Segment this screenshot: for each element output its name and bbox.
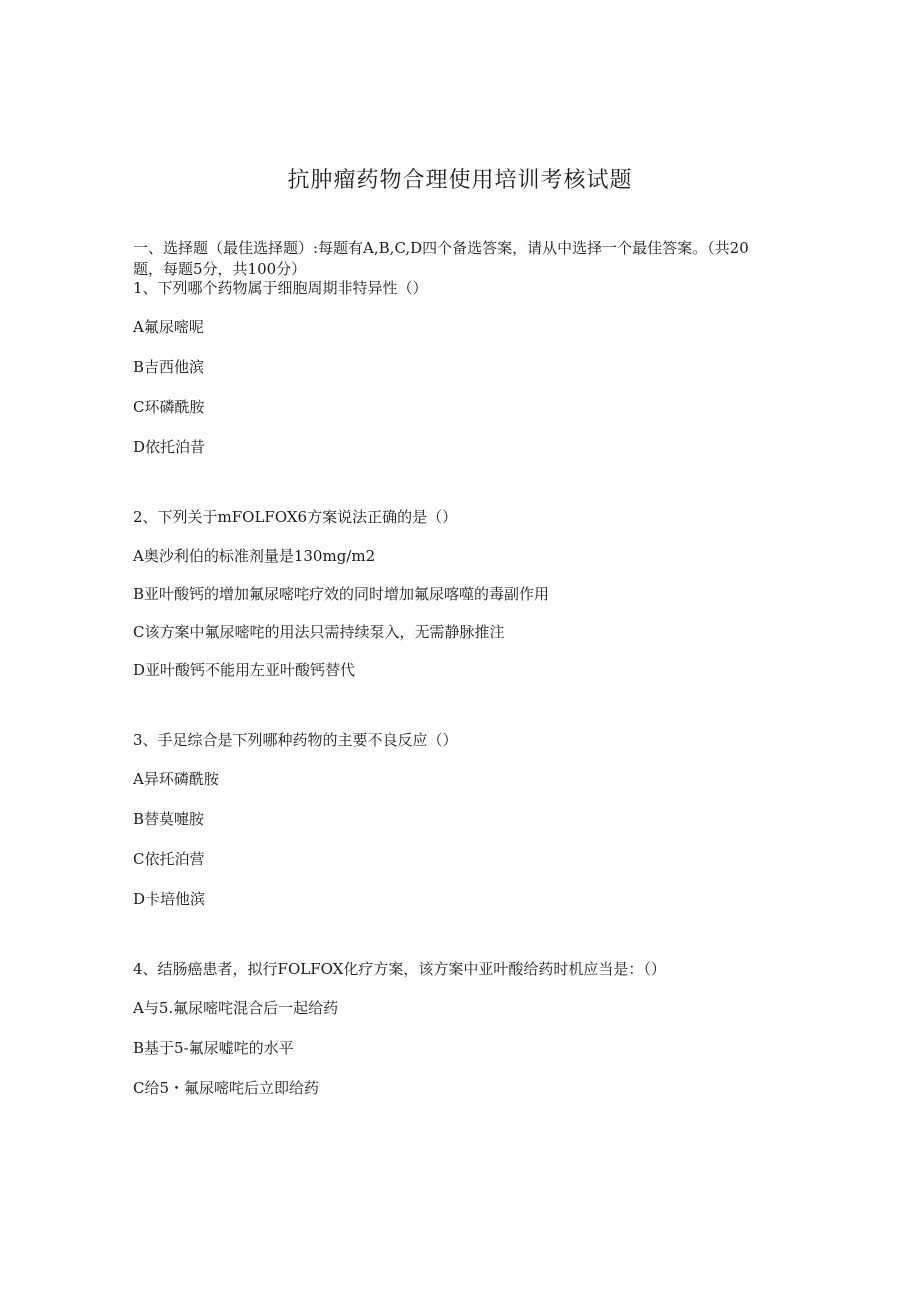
document-title: 抗肿瘤药物合理使用培训考核试题 [287, 168, 633, 193]
question-1-stem: 1、下列哪个药物属于细胞周期非特异性（） [133, 279, 428, 297]
question-1-option-d: D依托泊昔 [133, 438, 206, 456]
question-2-option-b: B亚叶酸钙的增加氟尿嘧咤疗效的同时增加氟尿喀噬的毒副作用 [133, 585, 550, 603]
question-3-option-a: A异环磷酰胺 [133, 770, 219, 788]
section-intro: 一、选择题（最佳选择题）:每题有A,B,C,D四个备选答案，请从中选择一个最佳答案。（共20题，每题5分，共100分） [133, 239, 749, 278]
question-1-option-a: A氟尿嘧呢 [133, 318, 204, 336]
question-4-stem: 4、结肠癌患者，拟行FOLFOX化疗方案，该方案中亚叶酸给药时机应当是：（） [133, 960, 666, 978]
question-4-option-a: A与5.氟尿嘧咤混合后一起给药 [133, 999, 339, 1017]
question-3-stem: 3、手足综合是下列哪种药物的主要不良反应（） [133, 731, 458, 749]
question-2-option-a: A奥沙利伯的标准剂量是130mg∕m2 [133, 547, 376, 565]
question-2-option-d: D亚叶酸钙不能用左亚叶酸钙替代 [133, 661, 356, 679]
question-1-option-c: C环磷酰胺 [133, 398, 205, 416]
question-3-option-d: D卡培他滨 [133, 890, 206, 908]
question-4-option-c: C给5・氟尿嘧咤后立即给药 [133, 1079, 320, 1097]
question-4-option-b: B基于5-氟尿嘘咤的水平 [133, 1039, 294, 1057]
question-3-option-b: B替莫嚏胺 [133, 810, 205, 828]
question-2-option-c: C该方案中氟尿嘧咤的用法只需持续泵入，无需静脉推注 [133, 623, 505, 641]
question-3-option-c: C依托泊营 [133, 850, 205, 868]
question-1-option-b: B吉西他滨 [133, 358, 205, 376]
question-2-stem: 2、下列关于mFOLFOX6方案说法正确的是（） [133, 508, 458, 526]
